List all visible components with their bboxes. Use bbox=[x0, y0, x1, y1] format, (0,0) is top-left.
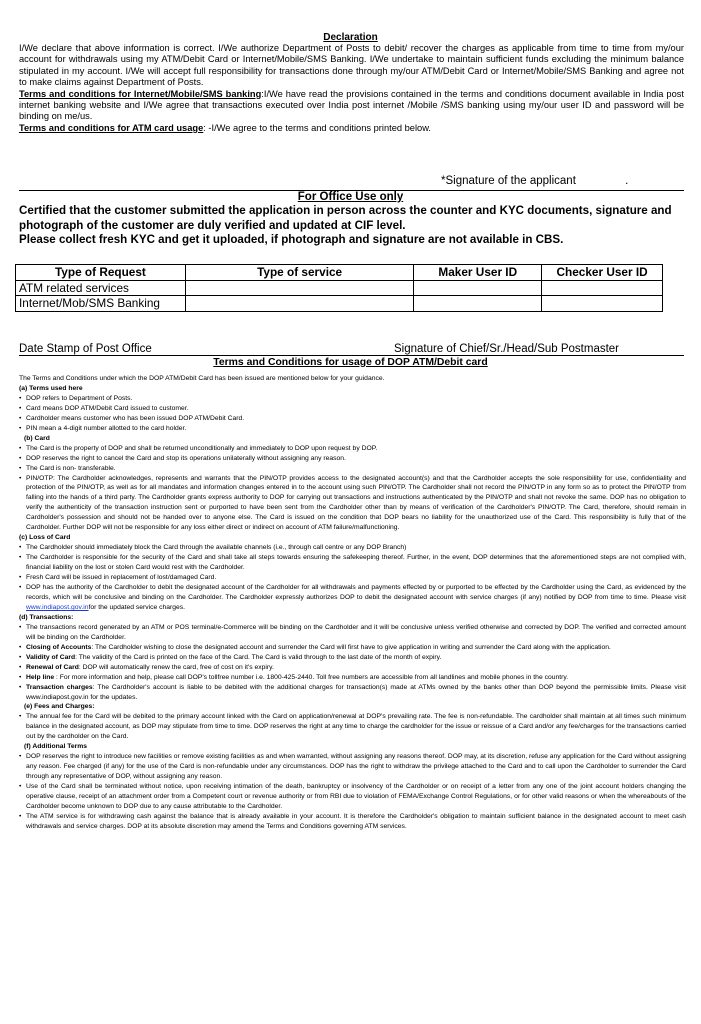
terms-body bbox=[19, 374, 686, 832]
section-list bbox=[19, 752, 686, 832]
section-list bbox=[19, 394, 686, 434]
checker-id-cell[interactable] bbox=[542, 296, 663, 312]
section-heading: (a) Terms used here bbox=[19, 384, 83, 392]
list-item bbox=[19, 683, 686, 703]
kyc-note: Please collect fresh KYC and get it uploaded, if photograph and signature are not available in CBS. bbox=[19, 233, 564, 246]
header-type-of-service: Type of service bbox=[185, 265, 414, 281]
list-item: • DOP reserves the right to cancel the Card and stop its operations unilaterally without assigning any reason. bbox=[19, 454, 686, 464]
header-maker-user-id: Maker User ID bbox=[414, 265, 542, 281]
list-item bbox=[19, 643, 686, 653]
section-list bbox=[19, 623, 686, 703]
date-stamp-label: Date Stamp of Post Office bbox=[19, 343, 152, 355]
section-heading: (f) Additional Terms bbox=[24, 743, 87, 751]
section-list bbox=[19, 543, 686, 613]
list-item bbox=[19, 673, 686, 683]
section-heading: (e) Fees and Charges: bbox=[24, 703, 95, 711]
request-cell: ATM related services bbox=[16, 280, 186, 296]
list-item: • The annual fee for the Card will be debited to the primary account linked with the Card on application/renewal at DOP's prevailing rate. The fee is non-refundable. The cardholder shall maintain at all times such minimum balance in the designated account, as DOP may stipulate from time to time. DOP reserves the right at any time to charge the cardholder for the issue or reissue of a Card and/or any fee/charges for the transactions carried out by the cardholder on the Card. bbox=[19, 712, 686, 742]
list-item: • The Cardholder should immediately block the Card through the available channels (i.e., through call centre or any DOP Branch) bbox=[19, 543, 686, 553]
table-row bbox=[16, 296, 663, 312]
list-item-text: DOP has the authority of the Cardholder to debit the designated account of the Cardholder for all withdrawals and payments effected by or purported to be effected by the Cardholder using the Card, as evidenced by the records, which will be conclusive and binding on the Cardholder. The Cardholder expressly authorizes DOP to debit the designated account with service charges (if any) notified by DOP from time to time. Please visit bbox=[26, 584, 686, 601]
item-text: : The Cardholder wishing to close the designated account and surrender the Card will first have to give application in writing and surrender the Card along with the application. bbox=[91, 643, 611, 651]
applicant-signature-line: *Signature of the applicant . bbox=[441, 175, 629, 187]
atm-card-terms bbox=[19, 123, 684, 134]
table-row bbox=[16, 280, 663, 296]
list-item: • Use of the Card shall be terminated without notice, upon receiving intimation of the death, bankruptcy or insolvency of the Cardholder or on receipt of a letter from any one of the joint account holders changing the operative clause, receipt of an attachment order from a Competent court or revenue authority or from RBI due to violation of FEMA/Exchange Control Regulations, or for other valid reasons or when the whereabouts of the Cardholder become unknown to DOP due to any cause attributable to the Cardholder. bbox=[19, 782, 686, 812]
list-item: • Cardholder means customer who has been issued DOP ATM/Debit Card. bbox=[19, 414, 686, 424]
office-use-title: For Office Use only bbox=[297, 191, 404, 203]
atm-card-heading: Terms and conditions for ATM card usage bbox=[19, 122, 204, 133]
list-item: • The transactions record generated by an ATM or POS terminal/e-Commerce will be binding on the Cardholder and it will be conclusive unless verified otherwise and corrected by DOP. The verified and corrected amount will be binding on the Cardholder. bbox=[19, 623, 686, 643]
service-cell[interactable] bbox=[185, 296, 414, 312]
applicant-signature-label: *Signature of the applicant bbox=[441, 175, 576, 187]
item-label: Closing of Accounts bbox=[26, 643, 92, 651]
request-table bbox=[15, 264, 663, 312]
list-item-text: for the updated service charges. bbox=[88, 603, 185, 611]
item-label: Validity of Card bbox=[26, 653, 76, 661]
section-heading: (d) Transactions: bbox=[19, 613, 74, 621]
list-item bbox=[19, 583, 686, 613]
internet-banking-terms bbox=[19, 89, 684, 123]
request-cell: Internet/Mob/SMS Banking bbox=[16, 296, 186, 312]
indiapost-link[interactable]: www.indiapost.gov.in bbox=[26, 603, 89, 611]
item-text: : The validity of the Card is printed on the face of the Card. The Card is valid through to the last date of the month of expiry. bbox=[75, 653, 442, 661]
list-item: • PIN mean a 4-digit number allotted to the card holder. bbox=[19, 424, 686, 434]
list-item bbox=[19, 663, 686, 673]
header-type-of-request: Type of Request bbox=[16, 265, 186, 281]
list-item: • DOP reserves the right to introduce new facilities or remove existing facilities as and when warranted, without assigning any reasons thereof. DOP may, at its discretion, refuse any application for the Card without assigning any reason. Fee charged (if any) for the use of the Card is non-refundable under any circumstances. DOP has the right to withdraw the privilege attached to the Card and to call upon the Cardholder to surrender the Card through any representative of DOP, without assigning any reason. bbox=[19, 752, 686, 782]
checker-id-cell[interactable] bbox=[542, 280, 663, 296]
item-label: Renewal of Card bbox=[26, 663, 79, 671]
certification-text: Certified that the customer submitted the application in person across the counter and KYC documents, signature and photograph of the customer are duly verified and updated at CIF level. bbox=[19, 204, 672, 232]
list-item: • The Cardholder is responsible for the security of the Card and shall take all steps towards ensuring the safekeeping thereof. Further, in the event, DOP determines that the aforementioned steps are not complied with, financial liability on the lost or stolen Card would rest with the Cardholder. bbox=[19, 553, 686, 573]
item-label: Help line bbox=[26, 673, 55, 681]
list-item: • DOP refers to Department of Posts. bbox=[19, 394, 686, 404]
list-item: • The Card is the property of DOP and shall be returned unconditionally and immediately to DOP upon request by DOP. bbox=[19, 444, 686, 454]
item-text: : DOP will automatically renew the card, free of cost on it's expiry. bbox=[78, 663, 274, 671]
terms-title: Terms and Conditions for usage of DOP ATM/Debit card bbox=[213, 357, 488, 368]
service-cell[interactable] bbox=[185, 280, 414, 296]
list-item: • The ATM service is for withdrawing cash against the balance that is already available in your account. It is therefore the Cardholder's obligation to maintain sufficient balance in the designated account to meet cash withdrawals and service charges. DOP at its absolute discretion may amend the Terms and Conditions governing ATM services. bbox=[19, 812, 686, 832]
terms-intro: The Terms and Conditions under which the DOP ATM/Debit Card has been issued are mentioned below for your guidance. bbox=[19, 375, 385, 382]
item-text: : For more information and help, please call DOP's tollfree number i.e. 1800-425-2440. Toll free numbers are accessible from all landlines and mobile phones in the country. bbox=[54, 673, 569, 681]
internet-banking-heading: Terms and conditions for Internet/Mobile/SMS banking bbox=[19, 88, 262, 99]
internet-banking-text: :I/We have read the provisions contained in the terms and conditions document available in India post internet banking website and I/We agree that transactions executed over India post internet /Mobile /SMS banking using my/our user ID and password will be binding on me/us. bbox=[19, 88, 684, 122]
list-item bbox=[19, 653, 686, 663]
table-header-row bbox=[16, 265, 663, 281]
maker-id-cell[interactable] bbox=[414, 296, 542, 312]
section-list bbox=[19, 444, 686, 534]
declaration-title: Declaration bbox=[323, 32, 378, 43]
divider bbox=[19, 355, 684, 356]
maker-id-cell[interactable] bbox=[414, 280, 542, 296]
office-certification bbox=[19, 204, 689, 248]
section-list bbox=[19, 712, 686, 742]
section-heading: (b) Card bbox=[24, 434, 50, 442]
postmaster-signature-label: Signature of Chief/Sr./Head/Sub Postmaster bbox=[394, 343, 620, 355]
item-text: : The Cardholder's account is liable to be debited with the additional charges for transaction(s) made at ATMs owned by the banks other than DOP beyond the permissible limits. Please visit www.indiapost.gov.in for the updates. bbox=[26, 683, 686, 701]
declaration-paragraph: I/We declare that above information is correct. I/We authorize Department of Posts to debit/ recover the charges as applicable from time to time from my/our account for withdrawals using my ATM/Debit Card or Internet/Mobile/SMS Banking. I/We undertake to maintain sufficient funds excluding the minimum balance stipulated in my account. I/We will accept full responsibility for transactions done through my/our ATM/Debit Card or Internet/Mobile/SMS Banking and agree not to make claims against Department of Posts. bbox=[19, 43, 684, 88]
list-item: • PIN/OTP: The Cardholder acknowledges, represents and warrants that the PIN/OTP provides access to the designated account(s) and that the Cardholder accepts the sole responsibility for use, confidentiality and protection of the PIN/OTP, as well as for all mandates and information changes entered in to the account using such PIN/OTP. The Cardholder shall not record the PIN/OTP in any form so as to protect the PIN/OTP from falling into the hands of a third party. The Cardholder grants express authority to DOP for carrying out transactions and instructions authenticated by the PIN/OTP and shall not revoke the same. DOP has no obligation to verify the authenticity of the transaction instruction sent or purported to have been sent from the Cardholder other than by means of verification of the Cardholder's PIN/OTP. The Card, therefore, should remain in Cardholder's possession and should not be handed over to anyone else. The Card is issued on the condition that DOP bears no liability for the unauthorized use of the Card. This responsibility is fully that of the Cardholder. Further DOP will not be responsible for any loss either direct or indirect on account of ATM failure/malfunctioning. bbox=[19, 474, 686, 534]
list-item: • Card means DOP ATM/Debit Card issued to customer. bbox=[19, 404, 686, 414]
atm-card-text: : -I/We agree to the terms and conditions printed below. bbox=[203, 122, 431, 133]
declaration-body bbox=[19, 43, 684, 134]
list-item: • The Card is non- transferable. bbox=[19, 464, 686, 474]
section-heading: (c) Loss of Card bbox=[19, 534, 71, 542]
header-checker-user-id: Checker User ID bbox=[542, 265, 663, 281]
item-label: Transaction charges bbox=[26, 683, 93, 691]
list-item: • Fresh Card will be issued in replacement of lost/damaged Card. bbox=[19, 573, 686, 583]
